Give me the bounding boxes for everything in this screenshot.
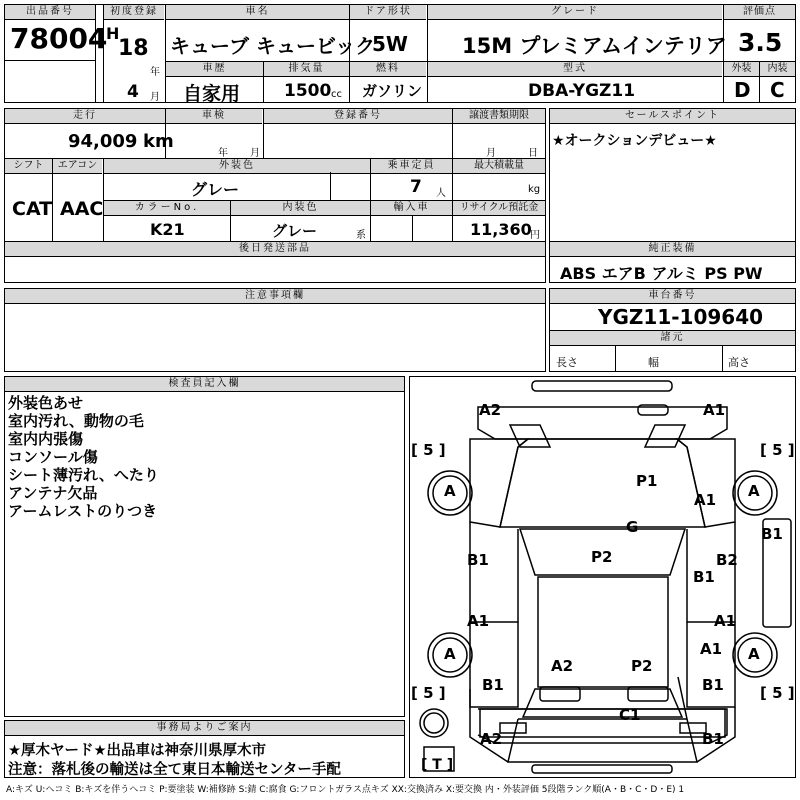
color: グレー — [191, 180, 240, 199]
chassis-number: YGZ11-109640 — [598, 305, 764, 329]
tire-count-rl: [ 5 ] — [411, 684, 446, 702]
transfer-label: 譲渡書類期限 — [453, 109, 545, 124]
lot-no-label: 出品番号 — [5, 5, 95, 20]
inspector-line: アームレストのりつき — [8, 502, 158, 520]
damage-mark: G — [626, 518, 639, 536]
tire-count-rr: [ 5 ] — [760, 684, 795, 702]
shift-label: シフト — [5, 159, 52, 174]
damage-mark: B1 — [467, 551, 489, 569]
mileage: 94,009 — [68, 131, 138, 152]
sales-point-label: セールスポイント — [550, 109, 795, 124]
car-outline-diagram — [410, 377, 795, 777]
damage-mark: A1 — [714, 612, 737, 630]
damage-mark: B1 — [702, 730, 724, 748]
office-line-2: 注意：落札後の輸送は全て東日本輸送センター手配 — [8, 762, 341, 778]
damage-mark: A — [444, 482, 456, 500]
insp-year-unit: 年 — [218, 148, 228, 159]
door-label: ドア形状 — [350, 5, 426, 20]
damage-mark: B1 — [702, 676, 724, 694]
inspector-label: 検査員記入欄 — [5, 377, 404, 392]
damage-mark: B1 — [482, 676, 504, 694]
era-mark: H — [106, 24, 120, 43]
damage-mark: A — [748, 645, 760, 663]
spare-tire-label: [ T ] — [421, 757, 454, 773]
model-label: 型式 — [428, 62, 722, 77]
int-grade-label: 内装 — [760, 62, 795, 77]
max-load-label: 最大積載量 — [453, 159, 545, 174]
height-label: 高さ — [728, 356, 750, 369]
equipment-label: 純正装備 — [550, 242, 795, 257]
fuel-label: 燃料 — [350, 62, 426, 77]
recycle: 11,360 — [470, 220, 532, 239]
int-color-suffix: 系 — [356, 230, 366, 241]
damage-mark: A — [444, 645, 456, 663]
capacity-label: 乗車定員 — [371, 159, 452, 174]
damage-mark: A2 — [480, 730, 503, 748]
tire-count-fr: [ 5 ] — [760, 441, 795, 459]
lot-no: 78004 — [10, 22, 108, 55]
damage-mark: B1 — [693, 568, 715, 586]
car-name-label: 車名 — [166, 5, 349, 20]
reg-no-label: 登録番号 — [264, 109, 452, 124]
inspector-line: 外装色あせ — [8, 394, 84, 412]
transfer-day-unit: 日 — [528, 148, 538, 159]
fuel: ガソリン — [362, 82, 423, 100]
history: 自家用 — [183, 83, 241, 105]
mileage-unit: km — [143, 131, 174, 152]
inspector-line: 室内内張傷 — [8, 430, 84, 448]
import-label: 輸入車 — [371, 201, 452, 216]
damage-mark: A1 — [694, 491, 717, 509]
ac: AAC — [60, 198, 104, 220]
reg-month: 4 — [127, 82, 139, 102]
color-label: 外装色 — [104, 159, 370, 174]
reg-year: 18 — [118, 36, 149, 61]
damage-mark: C1 — [619, 706, 641, 724]
model: DBA-YGZ11 — [528, 81, 636, 101]
office-line-1: ★厚木ヤード★出品車は神奈川県厚木市 — [8, 743, 266, 759]
inspector-notes — [8, 394, 159, 520]
chassis-label: 車台番号 — [550, 289, 795, 304]
damage-mark: P2 — [591, 548, 613, 566]
legend-text: A:キズ U:ヘコミ B:キズを伴うヘコミ P:要塗装 W:補修跡 S:錆 C:腐食 G:フロントガラス点キズ XX:交換済み X:要交換 内・外装評価 5段階ランク順(A・B・C・D・E) 1 — [6, 785, 685, 795]
max-load-unit: kg — [528, 184, 541, 195]
int-color-label: 内装色 — [231, 201, 370, 216]
damage-mark: P1 — [636, 472, 658, 490]
sales-point-text: ★オークションデビュー★ — [552, 133, 717, 149]
inspection-label: 車検 — [166, 109, 262, 124]
displacement: 1500 — [284, 81, 332, 101]
first-reg-label: 初度登録 — [104, 5, 164, 20]
recycle-label: リサイクル預託金 — [453, 201, 545, 216]
inspector-line: コンソール傷 — [8, 448, 98, 466]
later-parts-label: 後日発送部品 — [5, 242, 545, 257]
damage-diagram — [409, 376, 796, 778]
damage-mark: A — [748, 482, 760, 500]
car-name: キューブ キュービック — [170, 34, 376, 58]
int-grade: C — [770, 78, 785, 102]
width-label: 幅 — [648, 356, 659, 369]
damage-mark: A1 — [703, 401, 726, 419]
door: 5W — [372, 32, 408, 56]
displacement-unit: cc — [331, 89, 342, 100]
inspector-line: アンテナ欠品 — [8, 484, 98, 502]
ext-grade: D — [734, 78, 751, 102]
damage-mark: A1 — [700, 640, 723, 658]
length-label: 長さ — [556, 356, 578, 369]
recycle-unit: 円 — [530, 230, 540, 241]
mileage-label: 走行 — [5, 109, 165, 124]
tire-count-fl: [ 5 ] — [411, 441, 446, 459]
int-color: グレー — [272, 222, 318, 240]
damage-mark: A2 — [551, 657, 574, 675]
inspector-line: シート薄汚れ、へたり — [8, 466, 159, 484]
notes-label: 注意事項欄 — [5, 289, 545, 304]
shift: CAT — [12, 198, 53, 220]
ext-grade-label: 外装 — [724, 62, 759, 77]
damage-mark: A2 — [479, 401, 502, 419]
score-label: 評価点 — [724, 5, 795, 20]
year-unit: 年 — [150, 67, 160, 78]
displacement-label: 排気量 — [264, 62, 349, 77]
capacity: 7 — [410, 177, 422, 197]
grade-label: グレード — [428, 5, 722, 20]
history-label: 車歴 — [166, 62, 263, 77]
color-no: K21 — [150, 220, 185, 239]
score: 3.5 — [738, 28, 783, 57]
insp-month-unit: 月 — [250, 148, 260, 159]
damage-mark: B2 — [716, 551, 738, 569]
color-no-label: カラーNo. — [104, 201, 230, 216]
month-unit: 月 — [150, 92, 160, 103]
spec-label: 諸元 — [550, 331, 795, 346]
damage-mark: A1 — [467, 612, 490, 630]
capacity-unit: 人 — [436, 188, 446, 199]
inspector-line: 室内汚れ、動物の毛 — [8, 412, 144, 430]
damage-mark: P2 — [631, 657, 653, 675]
grade: 15M プレミアムインテリア — [462, 34, 727, 58]
ac-label: エアコン — [53, 159, 102, 174]
equipment-text: ABS エアB アルミ PS PW — [560, 264, 763, 283]
transfer-month-unit: 月 — [486, 148, 496, 159]
damage-mark: B1 — [761, 525, 783, 543]
office-label: 事務局よりご案内 — [5, 721, 404, 736]
